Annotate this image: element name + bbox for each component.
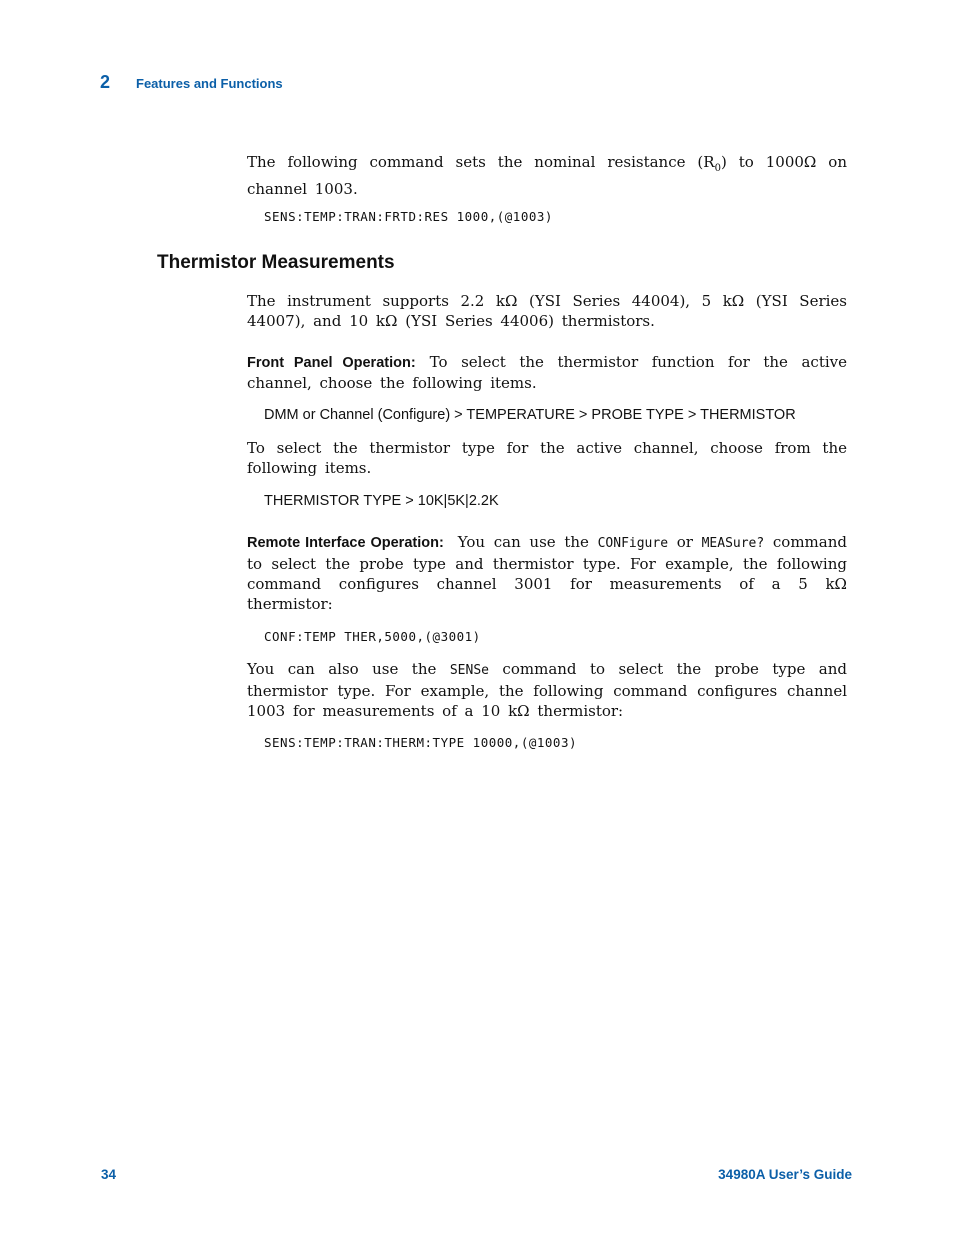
sense-paragraph [247, 659, 847, 721]
sense-text-b: command to select the probe type and thermistor type. For example, the following command configures channel 1003 for measurements of a 10 kΩ thermistor: [247, 660, 848, 720]
section-heading: Thermistor Measurements [157, 252, 395, 273]
code-example-conf: CONF:TEMP THER,5000,(@3001) [264, 629, 481, 644]
remote-text-a: You can use the [457, 533, 598, 551]
code-example-therm: SENS:TEMP:TRAN:THERM:TYPE 10000,(@1003) [264, 735, 577, 750]
inline-code-configure: CONFigure [597, 536, 669, 551]
remote-label: Remote Interface Operation: [247, 535, 444, 551]
intro-text-b: ) to 1000Ω on channel 1003. [247, 153, 847, 198]
front-panel-label: Front Panel Operation: [247, 355, 416, 371]
front-panel-text: To select the thermistor function for the active channel, choose the following items. [247, 353, 847, 392]
type-paragraph: To select the thermistor type for the active channel, choose from the following items. [247, 439, 847, 477]
remote-text-b: or [668, 533, 702, 551]
inline-code-measure: MEASure? [701, 536, 765, 551]
inline-code-sense: SENSe [449, 663, 489, 678]
remote-text-c: command to select the probe type and thermistor type. For example, the following command configures channel 3001 for measurements of a 5 kΩ thermistor: [247, 533, 847, 613]
chapter-number: 2 [100, 72, 111, 92]
menu-path-type: THERMISTOR TYPE > 10K|5K|2.2K [264, 493, 499, 509]
page-number: 34 [101, 1167, 117, 1182]
intro-text-a: The following command sets the nominal resistance (R [247, 153, 715, 171]
menu-path-probe: DMM or Channel (Configure) > TEMPERATURE > PROBE TYPE > THERMISTOR [264, 407, 796, 423]
code-example-frtd: SENS:TEMP:TRAN:FRTD:RES 1000,(@1003) [264, 209, 553, 224]
chapter-header [100, 72, 283, 93]
support-paragraph: The instrument supports 2.2 kΩ (YSI Series 44004), 5 kΩ (YSI Series 44007), and 10 kΩ (YSI Series 44006) thermistors. [247, 292, 847, 330]
chapter-title: Features and Functions [136, 76, 283, 91]
guide-title: 34980A User’s Guide [718, 1167, 852, 1182]
intro-paragraph [247, 152, 847, 199]
sense-text-a: You can also use the [247, 660, 450, 678]
front-panel-paragraph [247, 352, 847, 393]
subscript-zero: 0 [714, 163, 721, 174]
remote-paragraph [247, 532, 847, 614]
